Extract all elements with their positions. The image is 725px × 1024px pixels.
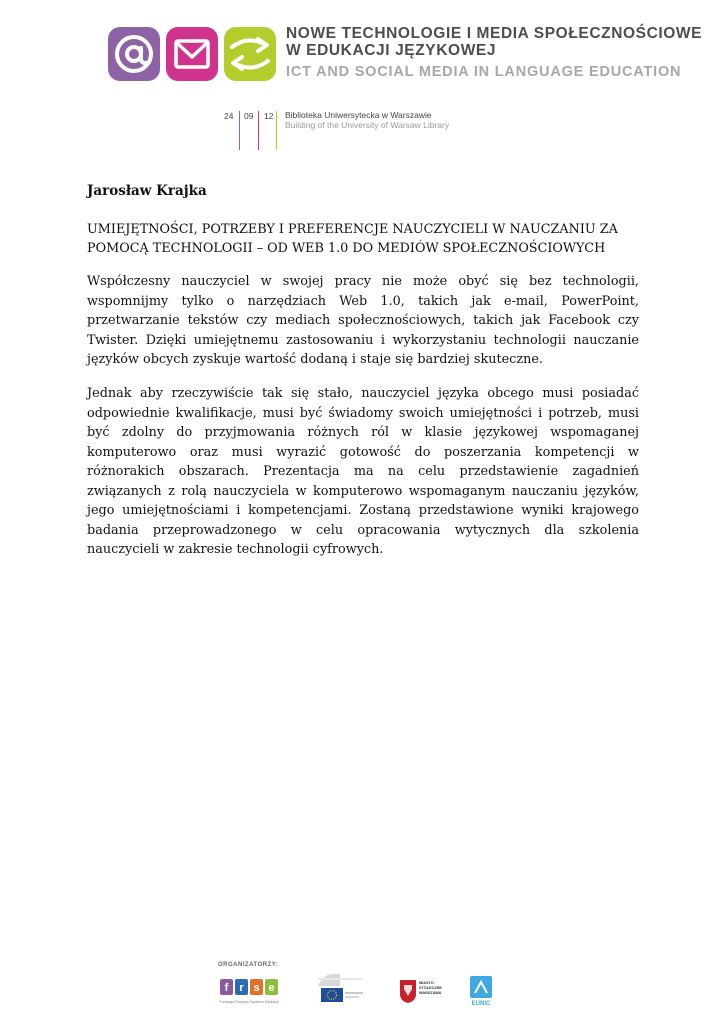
date-divider-pink bbox=[258, 111, 259, 150]
svg-text:f: f bbox=[224, 982, 229, 994]
city-name-line3: WARSZAWA bbox=[419, 991, 442, 995]
date-divider-green bbox=[276, 111, 277, 150]
abstract-paragraph-1: Współczesny nauczyciel w swojej pracy nie może obyć się bez technologii, wspomnijmy tylko o narzędziach Web 1.0, takich jak e-mail, PowerPoint, przetwarzanie tekstów czy mediach społecznościowych, takich jak Facebook czy Twister. Dzięki umiejętnemu zastosowaniu i wykorzystaniu technologii nauczanie języków obcych zyskuje wartość dodaną i staje się bardziej skuteczne. bbox=[87, 274, 639, 367]
warsaw-city-logo bbox=[398, 976, 444, 1004]
venue-polish: Biblioteka Uniwersytecka w Warszawie bbox=[285, 110, 432, 120]
conference-logo bbox=[108, 27, 276, 81]
eunic-label: EUNIC bbox=[471, 1001, 491, 1007]
city-name-line2: STOŁECZNE bbox=[419, 986, 442, 990]
organizers-label: ORGANIZATORZY: bbox=[218, 962, 279, 968]
conference-title-line2: W EDUKACJI JĘZYKOWEJ bbox=[286, 42, 497, 59]
svg-text:e: e bbox=[268, 982, 275, 994]
frse-logo bbox=[218, 976, 284, 1006]
envelope-tile bbox=[166, 27, 218, 81]
date-year: 12 bbox=[264, 111, 274, 121]
conference-title-line1: NOWE TECHNOLOGIE I MEDIA SPOŁECZNOŚCIOWE bbox=[286, 25, 703, 42]
date-day: 24 bbox=[224, 111, 234, 121]
svg-text:s: s bbox=[253, 982, 260, 994]
date-month: 09 bbox=[244, 111, 254, 121]
city-name-line1: MIASTO bbox=[419, 981, 434, 985]
european-commission-logo bbox=[314, 972, 366, 1006]
conference-title bbox=[286, 25, 702, 80]
conference-title-english: ICT AND SOCIAL MEDIA IN LANGUAGE EDUCATION bbox=[286, 64, 682, 80]
abstract-paragraph-2: Jednak aby rzeczywiście tak się stało, nauczyciel języka obcego musi posiadać odpowiednie kwalifikacje, musi być świadomy swoich umiejętności i potrzeb, musi być zdolny do przyjmowania różnych ról w klasie językowej wspomaganej komputerowo oraz musi wyrazić gotowość do poszerzania kompetencji w różnorakich obszarach. Prezentacja ma na celu przedstawienie zagadnień związanych z rolą nauczyciela w komputerowo wspomaganym nauczaniu języków, jego umiejętnościami i kompetencjami. Zostaną przedstawione wyniki krajowego badania przeprowadzonego w celu opracowania wytycznych dla szkolenia nauczycieli w zakresie technologii cyfrowych. bbox=[87, 386, 639, 557]
eunic-logo bbox=[468, 974, 494, 1008]
venue-english: Building of the University of Warsaw Library bbox=[285, 120, 450, 130]
svg-text:r: r bbox=[239, 982, 244, 994]
arrows-tile bbox=[224, 27, 276, 81]
frse-caption: Fundacja Rozwoju Systemu Edukacji bbox=[219, 1000, 279, 1004]
abstract-title: UMIEJĘTNOŚCI, POTRZEBY I PREFERENCJE NAUCZYCIELI W NAUCZANIU ZA POMOCĄ TECHNOLOGII – OD WEB 1.0 DO MEDIÓW SPOŁECZNOŚCIOWYCH bbox=[87, 222, 618, 256]
author-name: Jarosław Krajka bbox=[87, 183, 207, 199]
venue bbox=[285, 110, 449, 130]
date-divider-purple bbox=[239, 111, 240, 150]
